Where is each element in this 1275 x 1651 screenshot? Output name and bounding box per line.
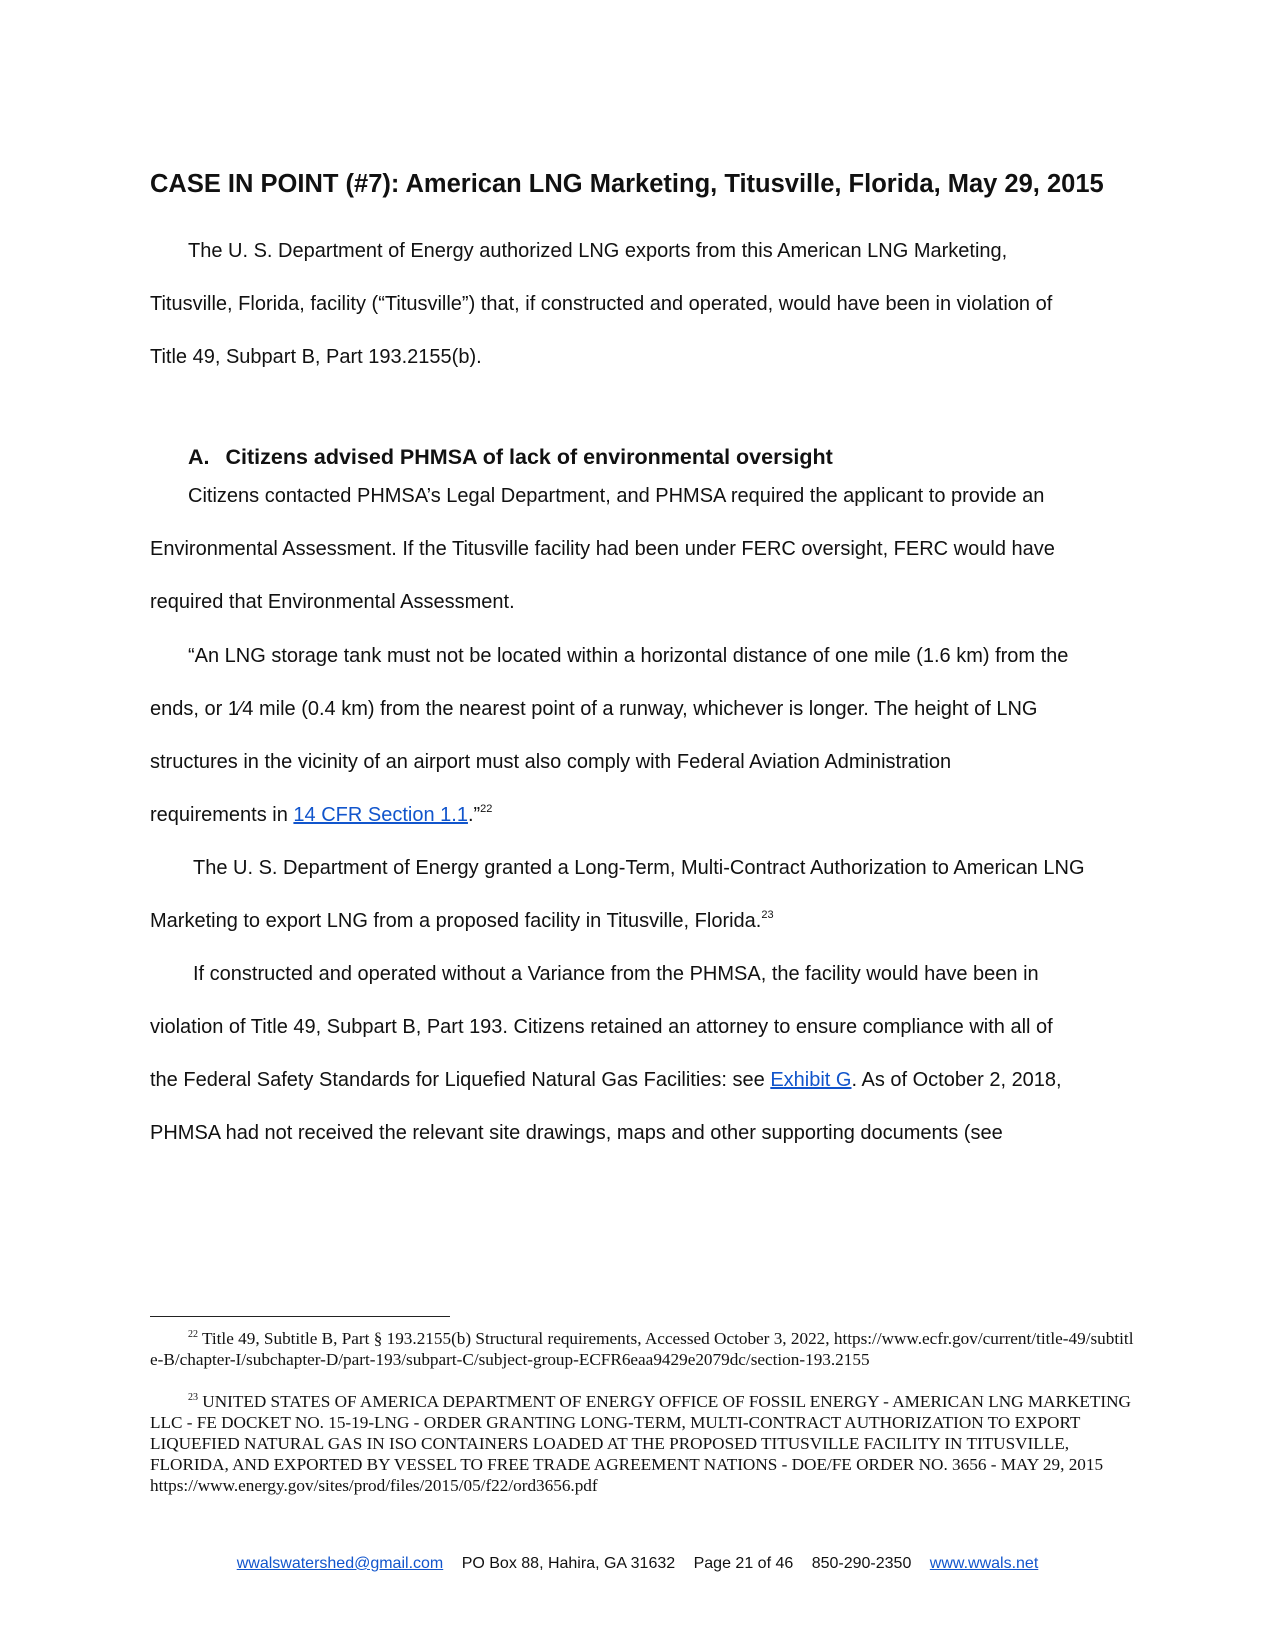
quote-line-3: structures in the vicinity of an airport must also comply with Federal Aviation Administration [150, 751, 952, 773]
footnote-22 [150, 1328, 1140, 1370]
footnote-ref-23[interactable]: 23 [761, 909, 774, 921]
footer-phone: 850-290-2350 [811, 1555, 912, 1572]
section-a-label: A. [188, 445, 210, 469]
para3-line-4: PHMSA had not received the relevant site drawings, maps and other supporting documents (see [150, 1122, 1003, 1144]
quote-line-4 [150, 804, 492, 827]
footnote-separator [150, 1316, 450, 1317]
section-a-heading [188, 445, 1088, 470]
para1-line-1: Citizens contacted PHMSA’s Legal Department, and PHMSA required the applicant to provide an [188, 485, 1045, 507]
footer-address: PO Box 88, Hahira, GA 31632 [461, 1555, 676, 1572]
page-footer [0, 1555, 1275, 1573]
footnote-23-number: 23 [188, 1392, 198, 1403]
footnote-22-number: 22 [188, 1329, 198, 1340]
footnote-23-text: UNITED STATES OF AMERICA DEPARTMENT OF ENERGY OFFICE OF FOSSIL ENERGY - AMERICAN LNG MARKETING LLC - FE DOCKET NO. 15-19-LNG - ORDER GRANTING LONG-TERM, MULTI-CONTRACT AUTHORIZATION TO EXPORT LIQUEFIED NATURAL GAS IN ISO CONTAINERS LOADED AT THE PROPOSED TITUSVILLE FACILITY IN TITUSVILLE, FLORIDA, AND EXPORTED BY VESSEL TO FREE TRADE AGREEMENT NATIONS - DOE/FE ORDER NO. 3656 - MAY 29, 2015 https://www.energy.gov/sites/prod/files/2015/05/f22/ord3656.pdf [150, 1392, 1131, 1495]
exhibit-g-link[interactable]: Exhibit G [770, 1069, 852, 1091]
quote-prefix: requirements in [150, 804, 294, 826]
para2-line-2-text: Marketing to export LNG from a proposed facility in Titusville, Florida. [150, 910, 762, 932]
footnote-ref-22[interactable]: 22 [480, 803, 493, 815]
para3-line-3 [150, 1069, 1062, 1092]
intro-line-1: The U. S. Department of Energy authorized LNG exports from this American LNG Marketing, [188, 240, 1008, 262]
para3-line-3-suffix: . As of October 2, 2018, [851, 1069, 1062, 1091]
para3-line-3-prefix: the Federal Safety Standards for Liquefied Natural Gas Facilities: see [150, 1069, 771, 1091]
section-a-title: Citizens advised PHMSA of lack of environmental oversight [225, 445, 833, 469]
cfr-section-link[interactable]: 14 CFR Section 1.1 [293, 804, 468, 826]
para2-line-2 [150, 910, 774, 933]
para3-line-2: violation of Title 49, Subpart B, Part 193. Citizens retained an attorney to ensure compliance with all of [150, 1016, 1053, 1038]
quote-line-1: “An LNG storage tank must not be located within a horizontal distance of one mile (1.6 km) from the [188, 645, 1069, 667]
para1-line-2: Environmental Assessment. If the Titusville facility had been under FERC oversight, FERC would have [150, 538, 1055, 560]
para2-line-1: The U. S. Department of Energy granted a Long-Term, Multi-Contract Authorization to American LNG [193, 857, 1085, 879]
intro-line-3: Title 49, Subpart B, Part 193.2155(b). [150, 346, 482, 368]
page-title: CASE IN POINT (#7): American LNG Marketing, Titusville, Florida, May 29, 2015 [150, 170, 1104, 198]
quote-suffix: .” [467, 804, 481, 826]
para3-line-1: If constructed and operated without a Variance from the PHMSA, the facility would have been in [193, 963, 1039, 985]
footer-page-number: Page 21 of 46 [693, 1555, 794, 1572]
footnote-22-text: Title 49, Subtitle B, Part § 193.2155(b) Structural requirements, Accessed October 3, 2022, [198, 1329, 830, 1348]
footnote-22-url[interactable]: https://www.ecfr.gov/current/title-49/subtitle-B/chapter-I/subchapter-D/part-193/subpart-C/subject-group-ECFR6eaa9429e2079dc/section-193.2155 [150, 1329, 1134, 1369]
footer-email-link[interactable]: wwalswatershed@gmail.com [236, 1555, 444, 1572]
para1-line-3: required that Environmental Assessment. [150, 591, 515, 613]
footer-website-link[interactable]: www.wwals.net [929, 1555, 1039, 1572]
footnote-23 [150, 1391, 1140, 1496]
intro-line-2: Titusville, Florida, facility (“Titusville”) that, if constructed and operated, would have been in violation of [150, 293, 1053, 315]
quote-line-2: ends, or 1⁄4 mile (0.4 km) from the nearest point of a runway, whichever is longer. The height of LNG [150, 698, 1038, 720]
